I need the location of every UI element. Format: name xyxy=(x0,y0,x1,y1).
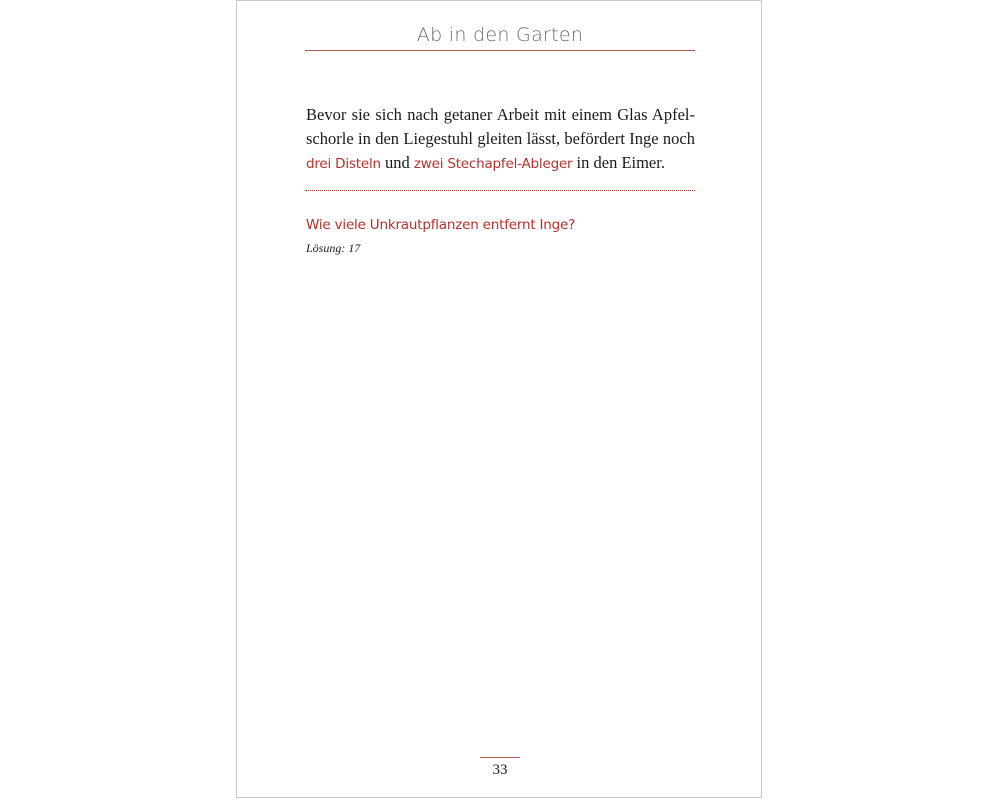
dotted-separator xyxy=(305,190,695,191)
highlight-stechapfel: zwei Stechapfel-Ableger xyxy=(413,156,573,172)
highlight-disteln: drei Disteln xyxy=(306,156,381,172)
body-paragraph xyxy=(306,103,695,176)
body-text-part-1: Bevor sie sich nach getaner Arbeit mit einem Glas Apfelschorle in den Liegestuhl gleiten lässt, befördert Inge noch xyxy=(306,105,695,148)
running-head-title: Ab in den Garten xyxy=(416,24,584,46)
solution-text: Lösung: 17 xyxy=(306,241,361,255)
header-rule xyxy=(305,50,695,51)
body-text-part-3: in den Eimer. xyxy=(572,153,665,172)
body-text-part-2: und xyxy=(380,153,414,172)
folio-rule xyxy=(480,757,520,758)
book-page xyxy=(236,0,762,798)
question-text: Wie viele Unkrautpflanzen entfernt Inge? xyxy=(306,217,576,233)
page-number: 33 xyxy=(492,762,508,778)
